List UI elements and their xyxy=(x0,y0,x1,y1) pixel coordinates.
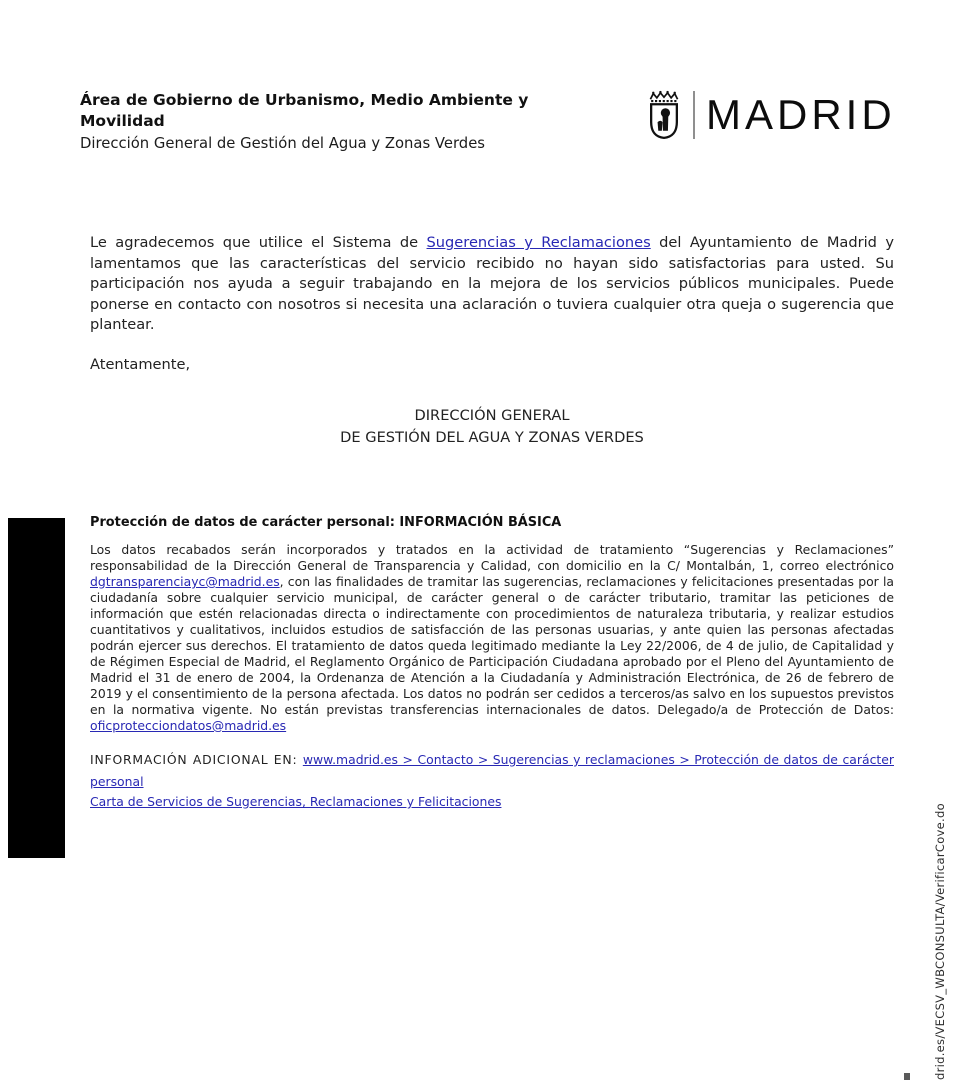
department-subtitle: Dirección General de Gestión del Agua y Zonas Verdes xyxy=(80,135,486,152)
signature-line-2: DE GESTIÓN DEL AGUA Y ZONAS VERDES xyxy=(340,428,644,446)
privacy-paragraph xyxy=(90,542,894,734)
letter-closing: Atentamente, xyxy=(90,356,191,373)
letter-paragraph xyxy=(90,233,894,336)
verification-url-vertical: drid.es/VECSV_WBCONSULTA/VerificarCove.do xyxy=(933,803,947,1080)
madrid-wordmark: MADRID xyxy=(706,91,896,138)
letter-text-post: del Ayuntamiento de Madrid y lamentamos que las características del servicio recibido no hayan sido satisfactorias para usted. Su participación nos ayuda a seguir trabajando en la mejora de los servicios públicos municipales. Puede ponerse en contacto con nosotros si necesita una aclaración o tuviera cualquier otra queja o sugerencia que plantear. xyxy=(90,234,894,334)
madrid-coat-of-arms-icon xyxy=(644,88,684,142)
additional-info-label: INFORMACIÓN ADICIONAL EN: xyxy=(90,752,303,767)
logo-divider xyxy=(693,91,695,139)
signature-block xyxy=(90,405,894,448)
privacy-text-1: Los datos recabados serán incorporados y tratados en la actividad de tratamiento “Sugerencias y Reclamaciones” responsabilidad de la Dirección General de Transparencia y Calidad, con domicilio en la C/ Montalbán, 1, correo electrónico xyxy=(90,542,894,573)
dgtransparenciayc-email-link[interactable]: dgtransparenciayc@madrid.es xyxy=(90,574,280,589)
signature-line-1: DIRECCIÓN GENERAL xyxy=(414,407,570,424)
privacy-text-2: , con las finalidades de tramitar las sugerencias, reclamaciones y felicitaciones presentadas por la ciudadanía sobre cualquier servicio municipal, de carácter general o de carácter tributario, tramitar las peticiones de información que estén relacionadas directa o indirectamente con procedimientos de naturaleza tributaria, y realizar estudios cuantitativos y cualitativos, incluidos estudios de satisfacción de las personas usuarias, y ante quien las personas afectadas podrán ejercer sus derechos. El tratamiento de datos queda legitimado mediante la Ley 22/2006, de 4 de julio, de Capitalidad y de Régimen Especial de Madrid, el Reglamento Orgánico de Participación Ciudadana aprobado por el Pleno del Ayuntamiento de Madrid el 31 de enero de 2004, la Ordenanza de Atención a la Ciudadanía y Administración Electrónica, de 26 de febrero de 2019 y el consentimiento de la persona afectada. Los datos no podrán ser cedidos a terceros/as salvo en los supuestos previstos en la normativa vigente. No están previstas transferencias internacionales de datos. Delegado/a de Protección de Datos: xyxy=(90,574,894,717)
madrid-logo xyxy=(644,88,896,142)
additional-info xyxy=(90,749,894,792)
partial-glyph-fragment xyxy=(904,1073,910,1080)
carta-servicios-link[interactable]: Carta de Servicios de Sugerencias, Reclamaciones y Felicitaciones xyxy=(90,794,502,809)
department-header xyxy=(80,90,580,154)
redaction-block xyxy=(8,518,65,858)
carta-servicios xyxy=(90,794,894,809)
privacy-heading: Protección de datos de carácter personal: INFORMACIÓN BÁSICA xyxy=(90,515,562,530)
additional-info-breadcrumb-link[interactable]: www.madrid.es > Contacto > Sugerencias y reclamaciones > Protección de datos de carácter personal xyxy=(90,752,894,789)
sugerencias-reclamaciones-link[interactable]: Sugerencias y Reclamaciones xyxy=(426,234,651,251)
department-title: Área de Gobierno de Urbanismo, Medio Ambiente y Movilidad xyxy=(80,91,529,130)
oficprotecciondatos-email-link[interactable]: oficprotecciondatos@madrid.es xyxy=(90,718,287,733)
letter-text-pre: Le agradecemos que utilice el Sistema de xyxy=(90,234,427,251)
